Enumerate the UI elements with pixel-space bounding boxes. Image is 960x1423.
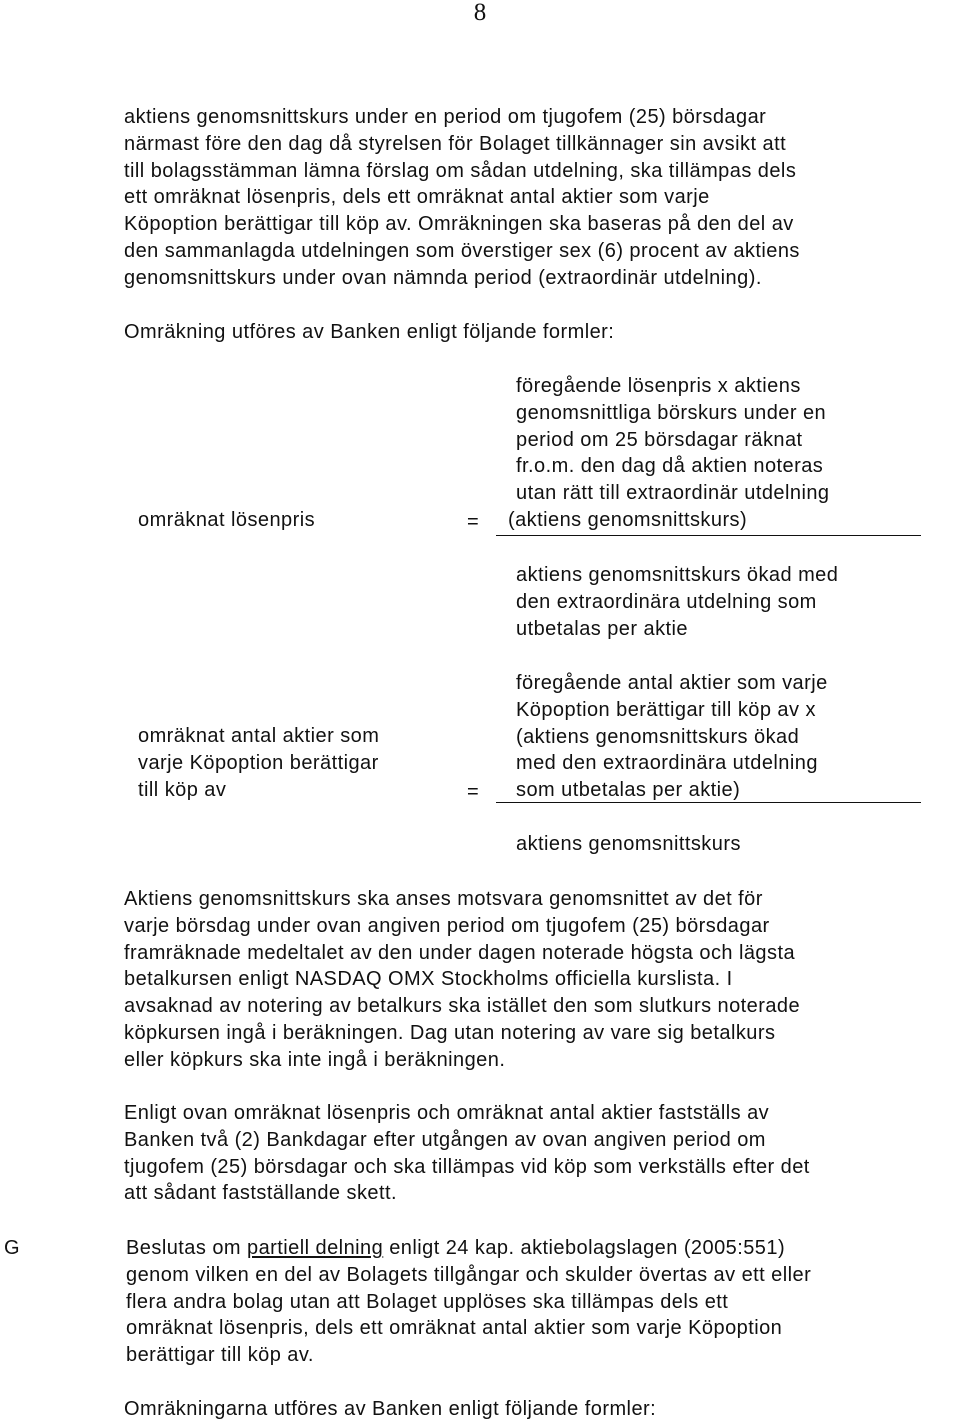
formula-line: Köpoption berättigar till köp av x (516, 698, 816, 721)
section-g-line: flera andra bolag utan att Bolaget upplöses ska tillämpas dels ett (126, 1290, 729, 1313)
paragraph-line: Enligt ovan omräknat lösenpris och omräknat antal aktier fastställs av (124, 1102, 770, 1124)
section-letter: G (4, 1237, 21, 1259)
intro-line: den sammanlagda utdelningen som överstiger sex (6) procent av aktiens (124, 239, 800, 262)
formula-line: som utbetalas per aktie) (516, 779, 741, 802)
formula-line: utbetalas per aktie (516, 617, 688, 640)
intro-line: närmast före den dag då styrelsen för Bolaget tillkännager sin avsikt att (124, 132, 787, 155)
determination-paragraph (124, 1100, 810, 1207)
closing-line: Omräkningarna utföres av Banken enligt följande formler: (124, 1398, 657, 1420)
section-g-first-line (126, 1235, 811, 1262)
formula-line: aktiens genomsnittskurs ökad med (516, 564, 839, 586)
formula-intro: Omräkning utföres av Banken enligt följande formler: (124, 321, 615, 343)
paragraph-line: eller köpkurs ska inte ingå i beräkningen. (124, 1048, 506, 1071)
paragraph-line: Banken två (2) Bankdagar efter utgången av ovan angiven period om (124, 1128, 766, 1151)
formula2-numerator (516, 670, 828, 804)
formula-line: utan rätt till extraordinär utdelning (516, 482, 830, 505)
formula1-equals: = (467, 511, 480, 533)
page-number: 8 (473, 0, 487, 26)
formula-line: den extraordinära utdelning som (516, 590, 817, 613)
partiell-delning-link: partiell delning (247, 1237, 384, 1259)
intro-line: aktiens genomsnittskurs under en period om tjugofem (25) börsdagar (124, 106, 767, 128)
formula1-denominator (516, 562, 838, 642)
formula1-label: omräknat lösenpris (138, 509, 316, 531)
formula2-fraction-line (496, 802, 921, 803)
intro-line: ett omräknat lösenpris, dels ett omräknat antal aktier som varje (124, 186, 710, 209)
formula1-numerator-last: (aktiens genomsnittskurs) (508, 509, 748, 531)
paragraph-line: Aktiens genomsnittskurs ska anses motsvara genomsnittet av det för (124, 888, 763, 910)
section-g-line: genom vilken en del av Bolagets tillgångar och skulder övertas av ett eller (126, 1263, 812, 1286)
paragraph-line: betalkursen enligt NASDAQ OMX Stockholms officiella kurslista. I (124, 968, 733, 991)
average-price-paragraph (124, 886, 800, 1074)
formula-label-line: varje Köpoption berättigar (138, 751, 379, 774)
intro-paragraph (124, 104, 800, 292)
formula2-denominator: aktiens genomsnittskurs (516, 833, 741, 855)
section-g-prefix: Beslutas om (126, 1237, 248, 1259)
paragraph-line: varje börsdag under ovan angiven period om tjugofem (25) börsdagar (124, 914, 770, 937)
formula1-numerator (516, 373, 830, 507)
section-g-line: berättigar till köp av. (126, 1344, 314, 1367)
section-g-suffix: enligt 24 kap. aktiebolagslagen (2005:551) (383, 1237, 786, 1259)
section-g-line: omräknat lösenpris, dels ett omräknat antal aktier som varje Köpoption (126, 1317, 783, 1340)
formula2-equals: = (467, 781, 480, 803)
formula1-fraction-line (496, 535, 921, 536)
formula-line: genomsnittliga börskurs under en (516, 401, 827, 424)
formula-line: (aktiens genomsnittskurs ökad (516, 725, 800, 748)
formula-line: fr.o.m. den dag då aktien noteras (516, 455, 824, 478)
paragraph-line: tjugofem (25) börsdagar och ska tillämpas vid köp som verkställs efter det (124, 1155, 810, 1178)
formula-label-line: omräknat antal aktier som (138, 725, 380, 747)
intro-line: genomsnittskurs under ovan nämnda period (extraordinär utdelning). (124, 266, 762, 289)
paragraph-line: avsaknad av notering av betalkurs ska istället den som slutkurs noterade (124, 995, 801, 1018)
formula-label-line: till köp av (138, 778, 227, 801)
formula-line: period om 25 börsdagar räknat (516, 428, 803, 451)
formula-line: föregående antal aktier som varje (516, 672, 828, 694)
intro-line: Köpoption berättigar till köp av. Omräkningen ska baseras på den del av (124, 213, 794, 236)
section-g-text (126, 1235, 811, 1369)
formula-line: föregående lösenpris x aktiens (516, 375, 801, 397)
paragraph-line: att sådant fastställande skett. (124, 1182, 397, 1205)
formula2-label (138, 723, 379, 803)
formula-line: med den extraordinära utdelning (516, 752, 818, 775)
intro-line: till bolagsstämman lämna förslag om sådan utdelning, ska tillämpas dels (124, 159, 797, 182)
paragraph-line: framräknade medeltalet av den under dagen noterade högsta och lägsta (124, 941, 796, 964)
paragraph-line: köpkursen ingå i beräkningen. Dag utan notering av vare sig betalkurs (124, 1021, 776, 1044)
